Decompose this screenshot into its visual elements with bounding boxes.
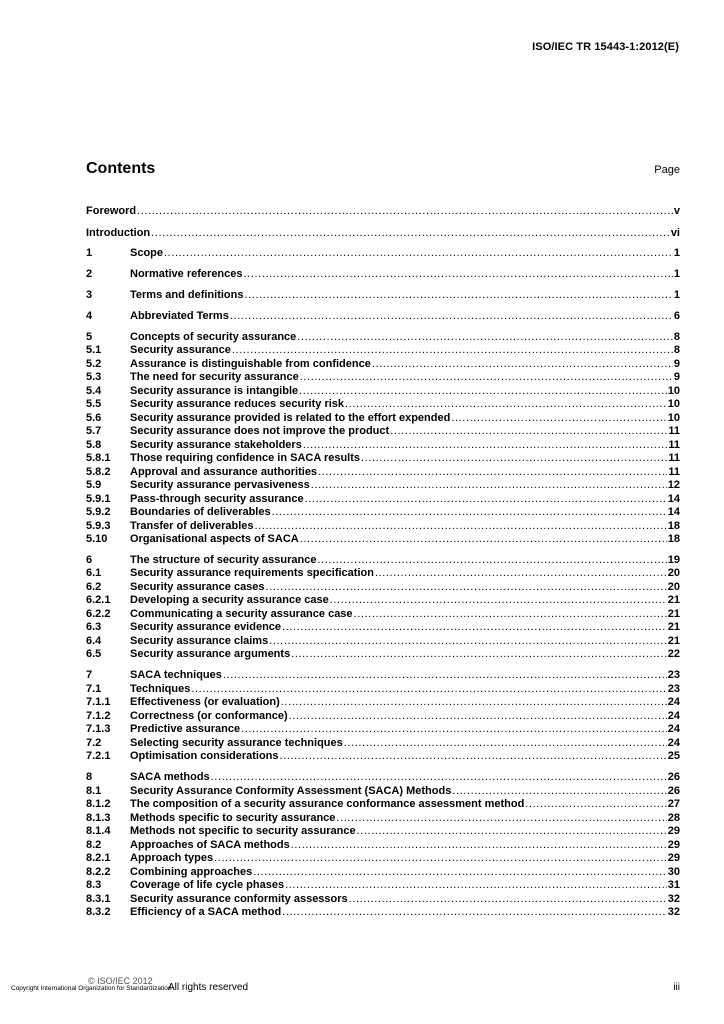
toc-entry[interactable] bbox=[86, 737, 680, 751]
toc-entry-number: 7 bbox=[86, 669, 93, 682]
toc-dot-leader bbox=[305, 493, 667, 505]
table-of-contents bbox=[86, 205, 680, 920]
footer-iso-mark: © ISO/IEC 2012 bbox=[88, 976, 153, 986]
toc-entry-title: Security assurance reduces security risk bbox=[130, 398, 345, 411]
toc-entry-number: 5.7 bbox=[86, 425, 102, 438]
toc-entry[interactable] bbox=[86, 506, 680, 520]
toc-entry-page: 29 bbox=[667, 852, 680, 865]
toc-entry-number: 8.3.1 bbox=[86, 892, 111, 905]
toc-entry-page: 19 bbox=[667, 553, 680, 566]
toc-entry-number: 8.2.2 bbox=[86, 865, 111, 878]
toc-entry-page: 24 bbox=[667, 736, 680, 749]
toc-entry-page: 23 bbox=[667, 669, 680, 682]
toc-entry-title: Combining approaches bbox=[130, 865, 253, 878]
toc-entry-title: Security assurance cases bbox=[130, 580, 265, 593]
toc-dot-leader bbox=[452, 785, 666, 797]
toc-entry-title: Coverage of life cycle phases bbox=[130, 879, 285, 892]
toc-entry-number: 2 bbox=[86, 268, 93, 281]
toc-entry-title: Security assurance evidence bbox=[130, 621, 282, 634]
toc-entry[interactable] bbox=[86, 839, 680, 853]
toc-entry-title: The need for security assurance bbox=[130, 371, 299, 384]
toc-entry[interactable] bbox=[86, 425, 680, 439]
toc-entry-number: 7.2 bbox=[86, 736, 102, 749]
toc-entry-number: 6 bbox=[86, 553, 93, 566]
toc-entry[interactable] bbox=[86, 669, 680, 683]
toc-entry-page: 10 bbox=[667, 398, 680, 411]
toc-entry-title: Selecting security assurance techniques bbox=[130, 736, 343, 749]
toc-entry-page: 25 bbox=[667, 750, 680, 763]
toc-entry[interactable] bbox=[86, 310, 680, 324]
toc-entry[interactable] bbox=[86, 533, 680, 547]
toc-entry[interactable] bbox=[86, 227, 680, 241]
toc-entry-page: 10 bbox=[667, 411, 680, 424]
toc-entry-number: 7.1.3 bbox=[86, 723, 111, 736]
toc-dot-leader bbox=[317, 554, 666, 566]
toc-dot-leader bbox=[297, 331, 673, 343]
toc-dot-leader bbox=[137, 205, 673, 217]
toc-entry-title: Boundaries of deliverables bbox=[130, 506, 271, 519]
toc-entry-number: 8.3.2 bbox=[86, 906, 111, 919]
toc-entry[interactable] bbox=[86, 581, 680, 595]
toc-entry-number: 5.9.3 bbox=[86, 519, 111, 532]
toc-dot-leader bbox=[390, 425, 667, 437]
toc-entry-title: Approach types bbox=[130, 852, 214, 865]
toc-dot-leader bbox=[191, 683, 666, 695]
toc-entry-page: 21 bbox=[667, 594, 680, 607]
toc-entry-number: 6.2.1 bbox=[86, 594, 111, 607]
toc-dot-leader bbox=[299, 385, 667, 397]
toc-entry-title: Developing a security assurance case bbox=[130, 594, 329, 607]
footer-rights: All rights reserved bbox=[168, 982, 249, 993]
toc-dot-leader bbox=[318, 466, 667, 478]
toc-dot-leader bbox=[253, 866, 667, 878]
toc-entry-title: Pass-through security assurance bbox=[130, 492, 304, 505]
toc-dot-leader bbox=[223, 669, 667, 681]
toc-entry[interactable] bbox=[86, 466, 680, 480]
toc-entry-title: Optimisation considerations bbox=[130, 750, 279, 763]
toc-dot-leader bbox=[349, 893, 667, 905]
toc-entry-title: The structure of security assurance bbox=[130, 553, 317, 566]
toc-entry-page: 24 bbox=[667, 709, 680, 722]
toc-entry-page: 23 bbox=[667, 682, 680, 695]
toc-dot-leader bbox=[291, 839, 667, 851]
toc-entry[interactable] bbox=[86, 879, 680, 893]
toc-entry[interactable] bbox=[86, 608, 680, 622]
toc-entry-title: Communicating a security assurance case bbox=[130, 607, 353, 620]
toc-entry[interactable] bbox=[86, 635, 680, 649]
toc-dot-leader bbox=[372, 358, 673, 370]
toc-entry-number: 8.1.2 bbox=[86, 798, 111, 811]
toc-dot-leader bbox=[285, 879, 667, 891]
toc-entry-number: 5.5 bbox=[86, 398, 102, 411]
toc-entry[interactable] bbox=[86, 452, 680, 466]
toc-dot-leader bbox=[336, 812, 666, 824]
toc-entry-page: 1 bbox=[673, 268, 680, 281]
toc-entry-title: Security assurance conformity assessors bbox=[130, 892, 348, 905]
toc-entry[interactable] bbox=[86, 479, 680, 493]
toc-entry-title: Approaches of SACA methods bbox=[130, 838, 290, 851]
toc-entry-title: Security Assurance Conformity Assessment (SACA) Methods bbox=[130, 784, 452, 797]
toc-entry-page: 24 bbox=[667, 696, 680, 709]
toc-entry-page: vi bbox=[670, 226, 680, 239]
toc-entry[interactable] bbox=[86, 247, 680, 261]
toc-entry-title: SACA methods bbox=[130, 771, 210, 784]
toc-entry-title: Concepts of security assurance bbox=[130, 330, 297, 343]
toc-dot-leader bbox=[281, 696, 667, 708]
toc-entry[interactable] bbox=[86, 906, 680, 920]
toc-entry-number: 5.9 bbox=[86, 479, 102, 492]
toc-entry-number: 5.4 bbox=[86, 384, 102, 397]
toc-entry-number: 8.1 bbox=[86, 784, 102, 797]
toc-entry-page: 12 bbox=[667, 479, 680, 492]
toc-entry-number: 6.1 bbox=[86, 567, 102, 580]
toc-entry-page: 28 bbox=[667, 811, 680, 824]
toc-entry-page: 32 bbox=[667, 892, 680, 905]
toc-entry-title: Security assurance bbox=[130, 344, 231, 357]
toc-entry-page: 27 bbox=[667, 798, 680, 811]
toc-entry[interactable] bbox=[86, 621, 680, 635]
toc-dot-leader bbox=[525, 798, 666, 810]
toc-dot-leader bbox=[272, 506, 667, 518]
toc-entry-number: 7.2.1 bbox=[86, 750, 111, 763]
toc-entry-number: 5.10 bbox=[86, 533, 108, 546]
toc-entry-number: 7.1.1 bbox=[86, 696, 111, 709]
toc-entry-title: Security assurance arguments bbox=[130, 648, 291, 661]
toc-entry-number: 5.2 bbox=[86, 357, 102, 370]
toc-entry-page: 31 bbox=[667, 879, 680, 892]
toc-dot-leader bbox=[214, 852, 667, 864]
toc-entry-page: 32 bbox=[667, 906, 680, 919]
toc-entry-title: Predictive assurance bbox=[130, 723, 241, 736]
toc-entry[interactable] bbox=[86, 412, 680, 426]
toc-entry-number: 6.5 bbox=[86, 648, 102, 661]
toc-entry[interactable] bbox=[86, 750, 680, 764]
toc-entry-number: 5.8.2 bbox=[86, 465, 111, 478]
toc-entry-title: Security assurance is intangible bbox=[130, 384, 299, 397]
toc-entry[interactable] bbox=[86, 344, 680, 358]
toc-entry-title: Foreword bbox=[86, 205, 137, 217]
toc-dot-leader bbox=[357, 825, 667, 837]
toc-entry[interactable] bbox=[86, 554, 680, 568]
toc-dot-leader bbox=[354, 608, 667, 620]
toc-dot-leader bbox=[330, 594, 667, 606]
toc-entry-title: Security assurance requirements specification bbox=[130, 567, 374, 580]
toc-entry-title: Efficiency of a SACA method bbox=[130, 906, 282, 919]
toc-entry-title: Those requiring confidence in SACA results bbox=[130, 452, 361, 465]
toc-dot-leader bbox=[151, 227, 670, 239]
toc-entry[interactable] bbox=[86, 385, 680, 399]
toc-entry-title: Transfer of deliverables bbox=[130, 519, 254, 532]
toc-entry-title: Methods specific to security assurance bbox=[130, 811, 336, 824]
toc-entry-page: 21 bbox=[667, 607, 680, 620]
toc-entry-title: Security assurance provided is related to the effort expended bbox=[130, 411, 451, 424]
toc-entry-page: 24 bbox=[667, 723, 680, 736]
toc-entry[interactable] bbox=[86, 205, 680, 219]
toc-entry[interactable] bbox=[86, 785, 680, 799]
toc-entry-number: 5.6 bbox=[86, 411, 102, 424]
toc-entry-page: 11 bbox=[668, 438, 680, 451]
toc-dot-leader bbox=[300, 533, 667, 545]
toc-entry-number: 5 bbox=[86, 330, 93, 343]
toc-dot-leader bbox=[345, 398, 667, 410]
toc-entry-title: Techniques bbox=[130, 682, 191, 695]
toc-dot-leader bbox=[255, 520, 667, 532]
toc-dot-leader bbox=[375, 567, 667, 579]
toc-entry[interactable] bbox=[86, 268, 680, 282]
toc-entry-number: 7.1.2 bbox=[86, 709, 111, 722]
toc-entry-title: Assurance is distinguishable from confidence bbox=[130, 357, 371, 370]
toc-entry[interactable] bbox=[86, 398, 680, 412]
toc-entry-title: Organisational aspects of SACA bbox=[130, 533, 299, 546]
toc-entry-number: 5.3 bbox=[86, 371, 102, 384]
footer-copyright-note: Copyright International Organization for Standardization bbox=[11, 985, 172, 992]
toc-entry-number: 8 bbox=[86, 771, 93, 784]
toc-entry-page: 1 bbox=[673, 289, 680, 302]
toc-entry-title: Security assurance does not improve the product bbox=[130, 425, 390, 438]
toc-dot-leader bbox=[361, 452, 667, 464]
toc-entry-page: v bbox=[673, 205, 680, 217]
toc-entry-number: 5.9.1 bbox=[86, 492, 111, 505]
toc-dot-leader bbox=[232, 344, 673, 356]
toc-entry-title: Security assurance pervasiveness bbox=[130, 479, 310, 492]
toc-entry-title: Scope bbox=[130, 247, 164, 260]
toc-entry-page: 29 bbox=[667, 838, 680, 851]
toc-entry[interactable] bbox=[86, 493, 680, 507]
toc-dot-leader bbox=[344, 737, 667, 749]
toc-entry-number: 8.1.3 bbox=[86, 811, 111, 824]
toc-entry-page: 9 bbox=[673, 357, 680, 370]
toc-entry-number: 6.4 bbox=[86, 634, 102, 647]
toc-entry[interactable] bbox=[86, 812, 680, 826]
document-id: ISO/IEC TR 15443-1:2012(E) bbox=[532, 41, 679, 53]
toc-entry-title: Abbreviated Terms bbox=[130, 309, 229, 322]
toc-entry-number: 4 bbox=[86, 309, 93, 322]
toc-entry-title: Terms and definitions bbox=[130, 289, 244, 302]
toc-entry-title: SACA techniques bbox=[130, 669, 222, 682]
toc-entry[interactable] bbox=[86, 289, 680, 303]
toc-entry-number: 6.2 bbox=[86, 580, 102, 593]
toc-entry-page: 20 bbox=[667, 580, 680, 593]
toc-entry-number: 5.1 bbox=[86, 344, 102, 357]
toc-entry-number: 8.2 bbox=[86, 838, 102, 851]
toc-dot-leader bbox=[244, 289, 672, 301]
toc-entry-page: 20 bbox=[667, 567, 680, 580]
toc-entry[interactable] bbox=[86, 893, 680, 907]
toc-entry-number: 5.9.2 bbox=[86, 506, 111, 519]
toc-entry-number: 8.2.1 bbox=[86, 852, 111, 865]
toc-entry[interactable] bbox=[86, 825, 680, 839]
toc-entry-number: 1 bbox=[86, 247, 93, 260]
toc-entry-title: Approval and assurance authorities bbox=[130, 465, 318, 478]
toc-dot-leader bbox=[230, 310, 673, 322]
toc-dot-leader bbox=[244, 268, 673, 280]
toc-entry[interactable] bbox=[86, 520, 680, 534]
toc-entry-title: The composition of a security assurance conformance assessment method bbox=[130, 798, 525, 811]
page-column-label: Page bbox=[654, 164, 680, 176]
toc-dot-leader bbox=[266, 581, 667, 593]
toc-entry-page: 21 bbox=[667, 634, 680, 647]
toc-dot-leader bbox=[282, 906, 667, 918]
toc-dot-leader bbox=[289, 710, 667, 722]
toc-dot-leader bbox=[451, 412, 666, 424]
toc-entry-title: Security assurance claims bbox=[130, 634, 269, 647]
toc-entry-page: 11 bbox=[668, 425, 680, 438]
toc-dot-leader bbox=[311, 479, 667, 491]
toc-dot-leader bbox=[241, 723, 667, 735]
toc-dot-leader bbox=[300, 371, 673, 383]
toc-entry-number: 8.3 bbox=[86, 879, 102, 892]
toc-entry-title: Correctness (or conformance) bbox=[130, 709, 288, 722]
toc-dot-leader bbox=[282, 621, 667, 633]
toc-entry-number: 6.3 bbox=[86, 621, 102, 634]
toc-entry-page: 21 bbox=[667, 621, 680, 634]
toc-dot-leader bbox=[211, 771, 667, 783]
toc-entry-page: 11 bbox=[668, 452, 680, 465]
toc-dot-leader bbox=[291, 648, 667, 660]
toc-dot-leader bbox=[269, 635, 667, 647]
toc-entry[interactable] bbox=[86, 696, 680, 710]
toc-entry[interactable] bbox=[86, 358, 680, 372]
toc-entry-page: 1 bbox=[673, 247, 680, 260]
toc-entry[interactable] bbox=[86, 683, 680, 697]
toc-entry-page: 29 bbox=[667, 825, 680, 838]
toc-entry-title: Methods not specific to security assurance bbox=[130, 825, 356, 838]
toc-entry[interactable] bbox=[86, 852, 680, 866]
toc-entry-page: 11 bbox=[668, 465, 680, 478]
toc-dot-leader bbox=[303, 439, 668, 451]
toc-entry[interactable] bbox=[86, 648, 680, 662]
toc-entry-title: Normative references bbox=[130, 268, 243, 281]
toc-entry[interactable] bbox=[86, 710, 680, 724]
toc-entry-page: 30 bbox=[667, 865, 680, 878]
toc-entry-page: 6 bbox=[673, 309, 680, 322]
toc-entry[interactable] bbox=[86, 331, 680, 345]
toc-entry-page: 18 bbox=[667, 533, 680, 546]
toc-entry-page: 26 bbox=[667, 784, 680, 797]
contents-heading: Contents bbox=[86, 160, 156, 177]
toc-dot-leader bbox=[280, 750, 667, 762]
toc-entry-number: 7.1 bbox=[86, 682, 102, 695]
toc-entry-page: 26 bbox=[667, 771, 680, 784]
toc-entry[interactable] bbox=[86, 771, 680, 785]
toc-entry-number: 8.1.4 bbox=[86, 825, 111, 838]
toc-entry[interactable] bbox=[86, 723, 680, 737]
toc-entry-page: 10 bbox=[667, 384, 680, 397]
toc-entry-number: 5.8 bbox=[86, 438, 102, 451]
toc-entry-title: Introduction bbox=[86, 226, 151, 239]
toc-entry-title: Effectiveness (or evaluation) bbox=[130, 696, 280, 709]
footer-page-number: iii bbox=[673, 982, 680, 993]
toc-entry[interactable] bbox=[86, 866, 680, 880]
toc-entry-title: Security assurance stakeholders bbox=[130, 438, 302, 451]
toc-dot-leader bbox=[164, 247, 673, 259]
toc-entry-page: 22 bbox=[667, 648, 680, 661]
toc-entry-number: 6.2.2 bbox=[86, 607, 111, 620]
toc-entry[interactable] bbox=[86, 567, 680, 581]
toc-entry-number: 3 bbox=[86, 289, 93, 302]
toc-entry-page: 14 bbox=[667, 492, 680, 505]
toc-entry-page: 8 bbox=[673, 330, 680, 343]
toc-entry-page: 18 bbox=[667, 519, 680, 532]
toc-entry[interactable] bbox=[86, 798, 680, 812]
toc-entry-page: 14 bbox=[667, 506, 680, 519]
toc-entry[interactable] bbox=[86, 439, 680, 453]
toc-entry[interactable] bbox=[86, 594, 680, 608]
toc-entry-page: 8 bbox=[673, 344, 680, 357]
toc-entry-page: 9 bbox=[673, 371, 680, 384]
toc-entry[interactable] bbox=[86, 371, 680, 385]
toc-entry-number: 5.8.1 bbox=[86, 452, 111, 465]
